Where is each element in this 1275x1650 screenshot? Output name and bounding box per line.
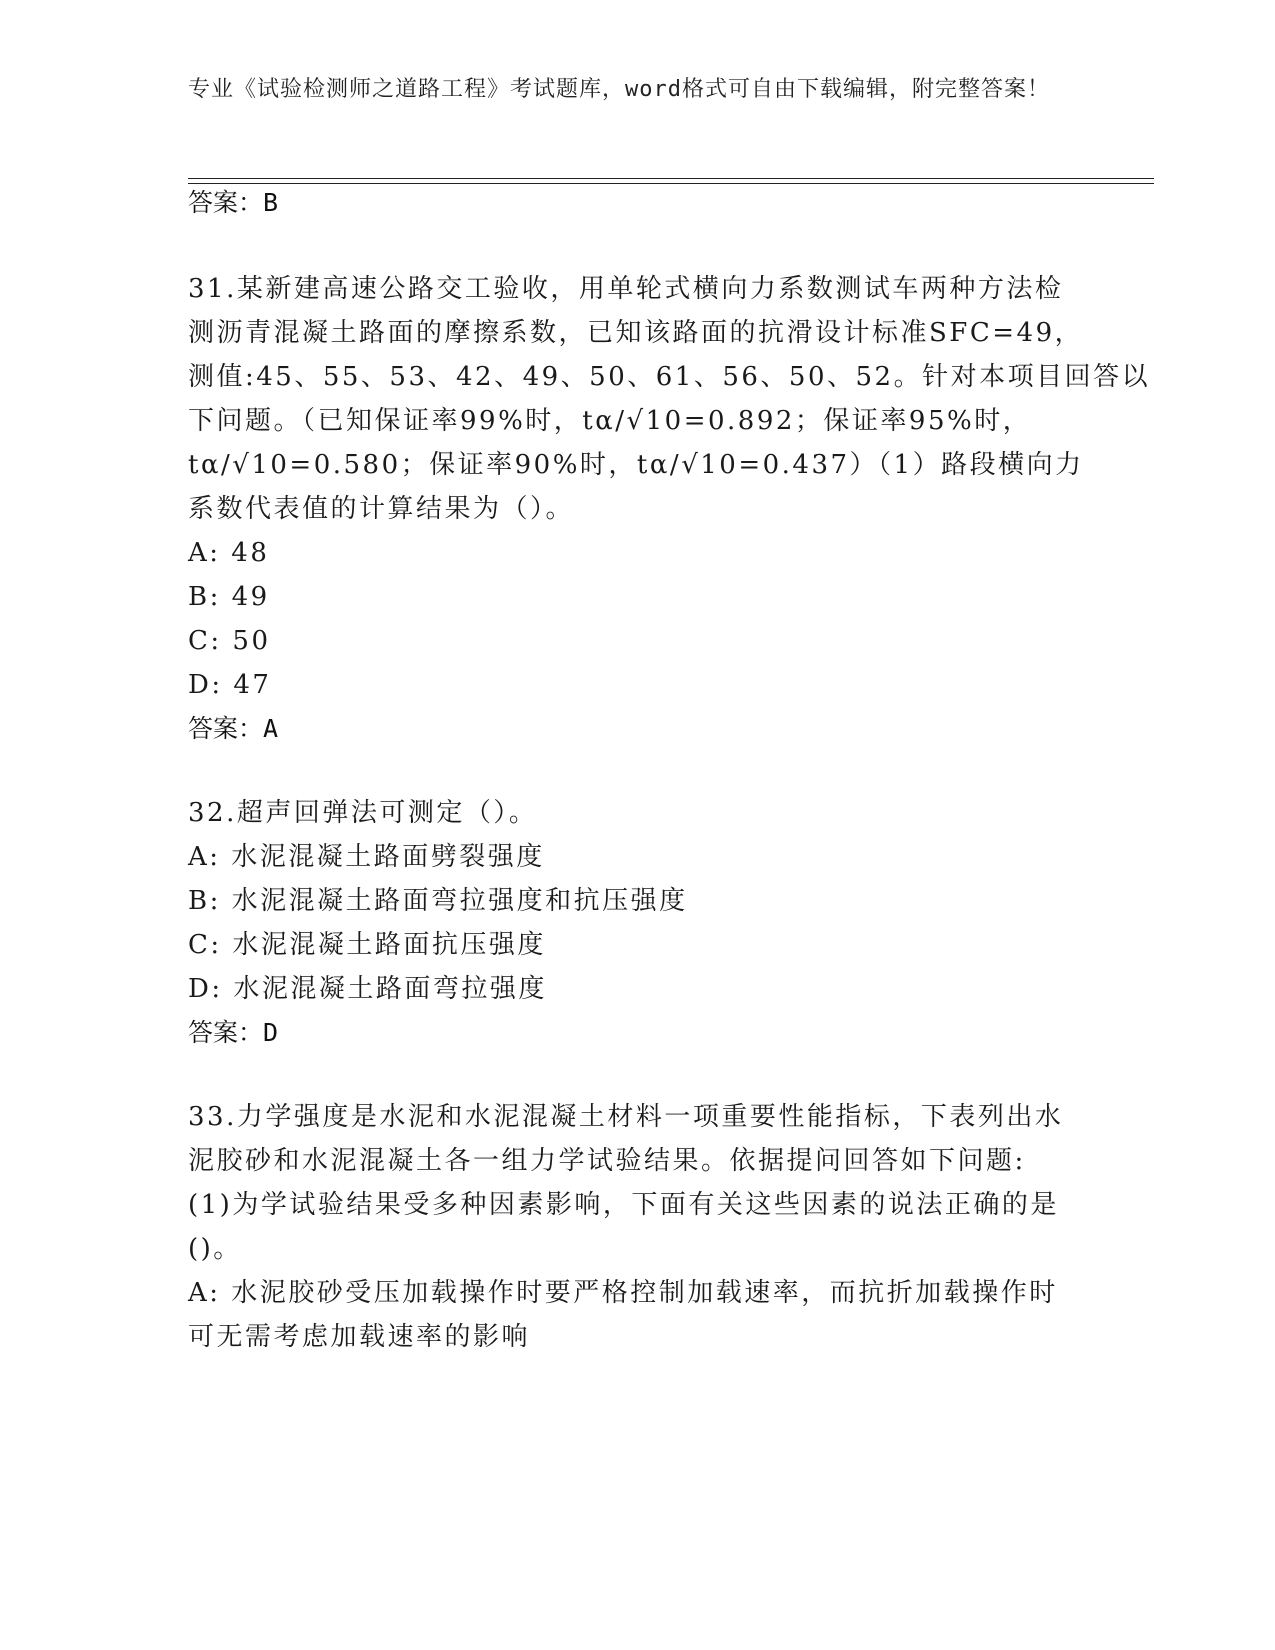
previous-answer: 答案：B: [188, 188, 279, 217]
q31-option-c: C: 50: [188, 626, 271, 656]
q33-text-line-1: 33.力学强度是水泥和水泥混凝土材料一项重要性能指标，下表列出水: [188, 1102, 1064, 1132]
q31-option-a: A: 48: [188, 538, 270, 568]
q33-option-a-line-2: 可无需考虑加载速率的影响: [188, 1322, 531, 1352]
q31-text-line-5: tα/√10=0.580；保证率90%时，tα/√10=0.437）（1）路段横向力: [188, 450, 1084, 480]
q32-question: 32.超声回弹法可测定（）。: [188, 798, 538, 828]
header-rule-bottom: [188, 183, 1154, 184]
q31-text-line-3: 测值:45、55、53、42、49、50、61、56、50、52。针对本项目回答以: [188, 362, 1151, 392]
q31-text-line-2: 测沥青混凝土路面的摩擦系数，已知该路面的抗滑设计标准SFC=49，: [188, 318, 1084, 348]
q31-text-line-4: 下问题。（已知保证率99%时，tα/√10=0.892；保证率95%时，: [188, 406, 1032, 436]
q33-text-line-2: 泥胶砂和水泥混凝土各一组力学试验结果。依据提问回答如下问题:: [188, 1146, 1026, 1176]
q33-text-line-4: ()。: [188, 1234, 242, 1264]
q33-option-a-line-1: A: 水泥胶砂受压加载操作时要严格控制加载速率，而抗折加载操作时: [188, 1278, 1058, 1308]
q32-answer: 答案：D: [188, 1018, 279, 1047]
q31-text-line-1: 31.某新建高速公路交工验收，用单轮式横向力系数测试车两种方法检: [188, 274, 1064, 304]
q31-option-d: D: 47: [188, 670, 272, 700]
q32-option-c: C: 水泥混凝土路面抗压强度: [188, 930, 546, 960]
q32-option-d: D: 水泥混凝土路面弯拉强度: [188, 974, 547, 1004]
q32-option-a: A: 水泥混凝土路面劈裂强度: [188, 842, 545, 872]
q33-text-line-3: (1)为学试验结果受多种因素影响，下面有关这些因素的说法正确的是: [188, 1190, 1059, 1220]
q31-answer: 答案：A: [188, 714, 279, 743]
header-rule-top: [188, 178, 1154, 179]
q31-option-b: B: 49: [188, 582, 270, 612]
q31-text-line-6: 系数代表值的计算结果为（）。: [188, 494, 575, 524]
document-header: 专业《试验检测师之道路工程》考试题库，word格式可自由下载编辑，附完整答案！: [188, 77, 1050, 102]
q32-option-b: B: 水泥混凝土路面弯拉强度和抗压强度: [188, 886, 688, 916]
